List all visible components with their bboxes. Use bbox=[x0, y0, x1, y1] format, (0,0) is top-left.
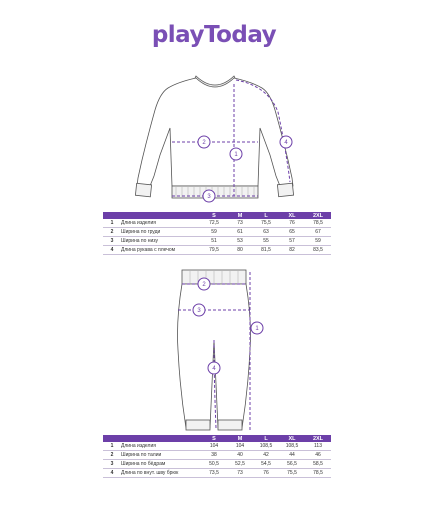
row-label: Ширина по груди bbox=[121, 228, 201, 237]
pants-callout-4 bbox=[208, 362, 220, 374]
svg-text:2: 2 bbox=[202, 140, 206, 146]
row-label: Ширина по низу bbox=[121, 237, 201, 246]
cell-value: 63 bbox=[253, 228, 279, 237]
cell-value: 108,5 bbox=[279, 442, 305, 451]
cell-value: 57 bbox=[279, 237, 305, 246]
cell-value: 113 bbox=[305, 442, 331, 451]
cell-value: 75,5 bbox=[279, 469, 305, 478]
cell-value: 73,5 bbox=[201, 469, 227, 478]
table-row bbox=[103, 228, 331, 237]
size-header: M bbox=[227, 212, 253, 219]
cell-value: 108,5 bbox=[253, 442, 279, 451]
pants-callout-1 bbox=[251, 322, 263, 334]
cell-value: 72,5 bbox=[201, 219, 227, 228]
cell-value: 76 bbox=[253, 469, 279, 478]
pants-callout-3 bbox=[193, 304, 205, 316]
row-number: 4 bbox=[103, 246, 121, 255]
row-label: Длина по внут. шву брюк bbox=[121, 469, 201, 478]
row-label: Ширина по бёдрам bbox=[121, 460, 201, 469]
row-number: 2 bbox=[103, 228, 121, 237]
cell-value: 55 bbox=[253, 237, 279, 246]
row-number: 3 bbox=[103, 237, 121, 246]
cell-value: 58,5 bbox=[305, 460, 331, 469]
cell-value: 50,5 bbox=[201, 460, 227, 469]
size-header: L bbox=[253, 212, 279, 219]
pants-callout-2 bbox=[198, 278, 210, 290]
size-header: 2XL bbox=[305, 212, 331, 219]
cell-value: 59 bbox=[305, 237, 331, 246]
size-header: S bbox=[201, 212, 227, 219]
cell-value: 67 bbox=[305, 228, 331, 237]
row-number: 1 bbox=[103, 219, 121, 228]
sweatshirt-size-table bbox=[103, 212, 331, 255]
sweatshirt-callout-4 bbox=[280, 136, 292, 148]
row-number: 4 bbox=[103, 469, 121, 478]
cell-value: 53 bbox=[227, 237, 253, 246]
table-row bbox=[103, 460, 331, 469]
cell-value: 46 bbox=[305, 451, 331, 460]
size-header: L bbox=[253, 435, 279, 442]
size-header: M bbox=[227, 435, 253, 442]
cell-value: 56,5 bbox=[279, 460, 305, 469]
svg-text:2: 2 bbox=[202, 282, 206, 288]
row-number: 3 bbox=[103, 460, 121, 469]
size-header: S bbox=[201, 435, 227, 442]
row-number: 1 bbox=[103, 442, 121, 451]
table-row bbox=[103, 219, 331, 228]
sweatshirt-drawing bbox=[135, 76, 293, 198]
size-header: XL bbox=[279, 212, 305, 219]
row-label: Длина рукава с плечом bbox=[121, 246, 201, 255]
table-row bbox=[103, 469, 331, 478]
pants-size-table bbox=[103, 435, 331, 478]
cell-value: 65 bbox=[279, 228, 305, 237]
size-header: XL bbox=[279, 435, 305, 442]
cell-value: 61 bbox=[227, 228, 253, 237]
table-row bbox=[103, 237, 331, 246]
cell-value: 73 bbox=[227, 469, 253, 478]
cell-value: 76 bbox=[279, 219, 305, 228]
cell-value: 38 bbox=[201, 451, 227, 460]
cell-value: 59 bbox=[201, 228, 227, 237]
svg-text:3: 3 bbox=[197, 308, 201, 314]
svg-text:4: 4 bbox=[284, 140, 288, 146]
row-number: 2 bbox=[103, 451, 121, 460]
cell-value: 79,5 bbox=[201, 246, 227, 255]
cell-value: 42 bbox=[253, 451, 279, 460]
svg-text:4: 4 bbox=[212, 366, 216, 372]
cell-value: 78,5 bbox=[305, 219, 331, 228]
cell-value: 54,5 bbox=[253, 460, 279, 469]
sweatshirt-callout-3 bbox=[203, 190, 215, 202]
sweatshirt-callout-1 bbox=[230, 148, 242, 160]
cell-value: 104 bbox=[227, 442, 253, 451]
row-label: Длина изделия bbox=[121, 219, 201, 228]
cell-value: 83,5 bbox=[305, 246, 331, 255]
cell-value: 73 bbox=[227, 219, 253, 228]
cell-value: 52,5 bbox=[227, 460, 253, 469]
cell-value: 82 bbox=[279, 246, 305, 255]
table-row bbox=[103, 442, 331, 451]
sweatshirt-callout-2 bbox=[198, 136, 210, 148]
row-label: Длина изделия bbox=[121, 442, 201, 451]
cell-value: 51 bbox=[201, 237, 227, 246]
cell-value: 44 bbox=[279, 451, 305, 460]
cell-value: 75,5 bbox=[253, 219, 279, 228]
cell-value: 40 bbox=[227, 451, 253, 460]
brand-logo: playToday bbox=[151, 22, 277, 48]
size-header: 2XL bbox=[305, 435, 331, 442]
table-header-row bbox=[103, 212, 331, 219]
cell-value: 80 bbox=[227, 246, 253, 255]
svg-text:1: 1 bbox=[255, 326, 259, 332]
table-header-row bbox=[103, 435, 331, 442]
cell-value: 81,5 bbox=[253, 246, 279, 255]
row-label: Ширина по талии bbox=[121, 451, 201, 460]
cell-value: 78,5 bbox=[305, 469, 331, 478]
table-row bbox=[103, 246, 331, 255]
svg-text:1: 1 bbox=[234, 152, 238, 158]
cell-value: 104 bbox=[201, 442, 227, 451]
svg-text:3: 3 bbox=[207, 194, 211, 200]
table-row bbox=[103, 451, 331, 460]
